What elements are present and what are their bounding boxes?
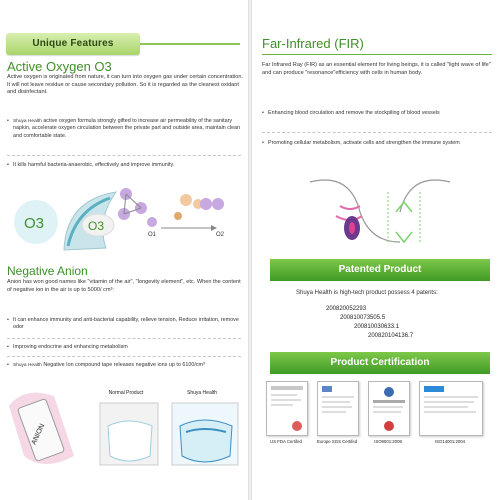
fir-bullet-2: • Promoting cellular metabolism, activate cells and strengthen the immune system	[262, 140, 494, 147]
patent-intro: Shuya Health is high-tech product possess 4 patents:	[296, 290, 438, 296]
shuya-health-label: Shuya Health	[186, 390, 218, 396]
certificate-image	[317, 381, 359, 436]
certificate-image	[266, 381, 308, 436]
fir-title: Far-Infrared (FIR)	[262, 36, 364, 51]
divider	[7, 356, 241, 357]
patented-product-banner	[270, 259, 490, 281]
patent-number-2: 200810073505.5	[340, 315, 386, 321]
normal-pad-icon	[108, 421, 152, 461]
o2-label: O2	[216, 232, 225, 238]
patent-number-3: 200810030633.1	[354, 324, 400, 330]
o3-symbol-2: O3	[88, 219, 105, 233]
active-oxygen-title: Active Oxygen O3	[7, 59, 112, 74]
negative-anion-paragraph: Anion has won good names like "vitamin of the air", "longevity element", etc. When the content of negative ion in the air is up to 5000/ cm³:	[7, 279, 241, 293]
patent-number-1: 200820052293	[326, 306, 367, 312]
certificate-image	[419, 381, 483, 436]
anion-bullet-brand: Shuya Health	[13, 363, 42, 368]
patented-product-label: Patented Product	[338, 264, 422, 275]
certificate-caption-4: ISO14001:2004	[434, 439, 466, 444]
active-oxygen-paragraph: Active oxygen is originated from nature, it can turn into oxygen gas under certain concentration. It will not leave residue or cause secondary pollution. So it is regarded as the cleanest oxidant and disinfectant.	[7, 74, 244, 96]
product-certification-banner	[270, 352, 490, 374]
page-fold	[248, 0, 252, 500]
oxygen-bullet-brand: Shuya Health	[13, 119, 42, 124]
certificate-caption-1: US FDA Certifed	[270, 439, 302, 444]
normal-product-label: Normal Product	[108, 390, 144, 396]
wave-icon	[340, 206, 360, 209]
fir-divider	[262, 54, 492, 55]
features-divider	[140, 43, 240, 45]
anion-bullet-text: Negative Ion compound tape releases negative ions up to 6100/cm³	[43, 362, 205, 368]
certificate-image	[368, 381, 410, 436]
unique-features-label: Unique Features	[32, 38, 114, 49]
o1-label: O1	[148, 232, 157, 238]
oxygen-bullet-text: active oxygen formula strongly gifted to increase air permeability of the sanitary napkin, accelerate oxygen circulation between the private part and outside area, maintain clean and comfortable state.	[13, 118, 241, 139]
oxygen-illustration	[6, 180, 244, 256]
fir-bullet-1: • Enhancing blood circulation and remove the stockpiling of blood vessels	[262, 110, 494, 117]
o3-symbol: O3	[24, 215, 45, 232]
certificate-caption-2: Europe SGS Certifed	[316, 439, 358, 444]
unique-features-banner	[6, 33, 140, 55]
patent-number-4: 200820104136.7	[368, 333, 414, 339]
divider	[7, 155, 241, 156]
anion-bullet-2: • Improving endocrine and enhancing metabolism	[7, 344, 245, 351]
arrow-icon	[396, 202, 412, 212]
negative-anion-title: Negative Anion	[7, 264, 88, 278]
anion-bullet-3	[7, 362, 245, 369]
bacteria-icon	[180, 194, 192, 206]
fir-body-illustration	[300, 172, 460, 252]
anion-bullet-1: • It can enhance immunity and anti-bacterial capability, relieve tension, Reduce irritation, remove odor	[7, 317, 245, 332]
oxygen-bullet-2: • It kills harmful bacteria-anaerobic, effectively and improve immunity.	[7, 162, 245, 169]
oxygen-bullet-1	[7, 118, 245, 140]
divider	[7, 338, 241, 339]
certificate-caption-3: ISO9001:2008	[374, 439, 402, 444]
product-certification-label: Product Certification	[330, 357, 430, 368]
svg-text:ANION: ANION	[30, 422, 47, 446]
divider	[262, 132, 492, 133]
fir-paragraph: Far Infrared Ray (FIR) as an essential element for living beings, it is called "light wave of life" and can produce "resonance"efficiency with cells in human body.	[262, 62, 491, 76]
shuya-pad-icon	[180, 420, 232, 462]
